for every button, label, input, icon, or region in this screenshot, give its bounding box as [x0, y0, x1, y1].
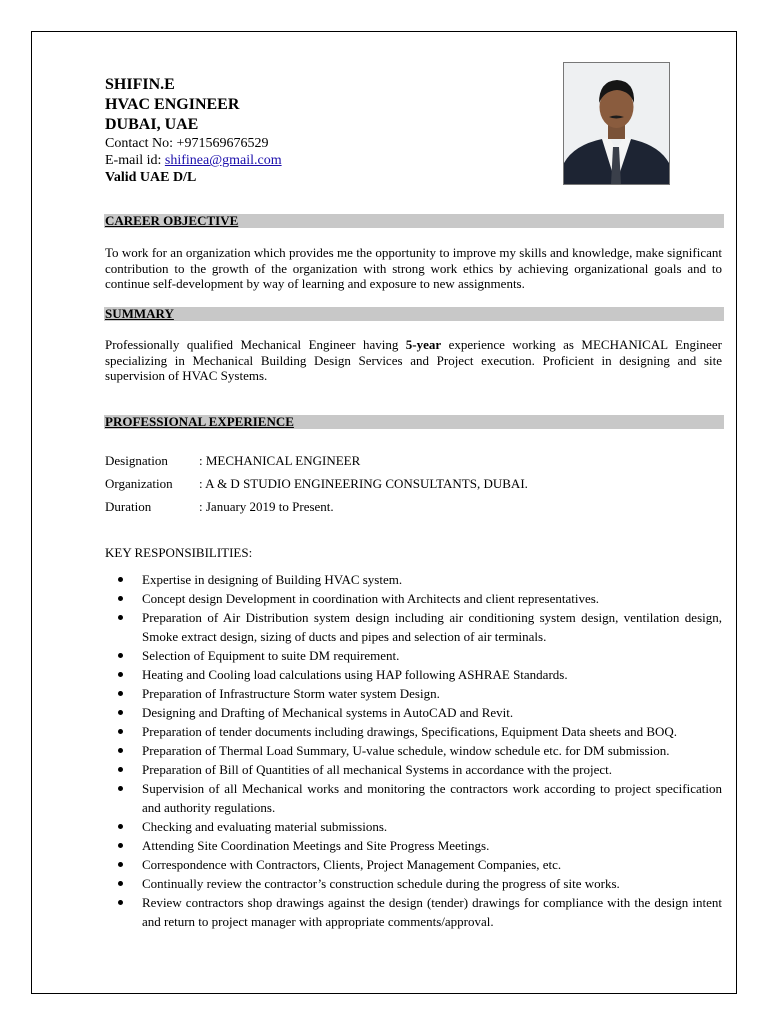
email-link[interactable]: shifinea@gmail.com: [164, 153, 282, 168]
summary-experience-years: 5-year: [405, 337, 442, 352]
candidate-title: HVAC ENGINEER: [105, 96, 240, 113]
summary-bar: [104, 307, 724, 321]
list-item: Heating and Cooling load calculations using HAP following ASHRAE Standards.: [105, 665, 722, 684]
list-item: Correspondence with Contractors, Clients, Project Management Companies, etc.: [105, 855, 722, 874]
contact-label: Contact No:: [105, 136, 177, 151]
person-icon: [564, 63, 669, 184]
list-item: Preparation of Infrastructure Storm water system Design.: [105, 684, 722, 703]
summary-heading: SUMMARY: [105, 306, 174, 321]
list-item: Concept design Development in coordination with Architects and client representatives.: [105, 589, 722, 608]
organization-row: [105, 476, 528, 492]
list-item: Preparation of Thermal Load Summary, U-value schedule, window schedule etc. for DM submission.: [105, 741, 722, 760]
duration-row: [105, 499, 334, 515]
list-item: Designing and Drafting of Mechanical systems in AutoCAD and Revit.: [105, 703, 722, 722]
career-objective-heading: CAREER OBJECTIVE: [105, 213, 239, 228]
contact-number: +971569676529: [176, 136, 269, 151]
summary-text: [105, 337, 722, 384]
list-item: Selection of Equipment to suite DM requirement.: [105, 646, 722, 665]
list-item: Review contractors shop drawings against the design (tender) drawings for compliance with the design intent and return to project manager with appropriate comments/approval.: [105, 893, 722, 931]
list-item: Checking and evaluating material submissions.: [105, 817, 722, 836]
responsibilities-heading: KEY RESPONSIBILITIES:: [105, 545, 253, 560]
career-objective-text: To work for an organization which provides me the opportunity to improve my skills and knowledge, make significant contribution to the growth of the organization with strong work ethics by achieving organizational goals and to continue self-development by way of learning and exposure to new assignments.: [105, 245, 722, 291]
candidate-name: SHIFIN.E: [105, 76, 175, 93]
summary-text-part: Professionally qualified Mechanical Engineer having: [105, 337, 406, 352]
list-item: Preparation of tender documents including drawings, Specifications, Equipment Data sheets and BOQ.: [105, 722, 722, 741]
list-item: Preparation of Bill of Quantities of all mechanical Systems in accordance with the project.: [105, 760, 722, 779]
summary-text-part: experience working as MECHANICAL Engineer specializing in Mechanical Building Design Services and Project execution. Proficient in designing and site supervision of HVAC Systems.: [105, 337, 722, 383]
designation-row: [105, 453, 360, 469]
candidate-location: DUBAI, UAE: [105, 116, 199, 133]
contact-line: [105, 135, 282, 152]
license-line: Valid UAE D/L: [105, 170, 197, 185]
email-label: E-mail id:: [105, 153, 165, 168]
designation-value: : MECHANICAL ENGINEER: [199, 453, 361, 468]
duration-label: Duration: [105, 499, 152, 514]
duration-value: : January 2019 to Present.: [199, 499, 334, 514]
list-item: Expertise in designing of Building HVAC system.: [105, 570, 722, 589]
responsibilities-list: [105, 570, 722, 931]
list-item: Attending Site Coordination Meetings and Site Progress Meetings.: [105, 836, 722, 855]
resume-header: [105, 75, 282, 186]
organization-value: : A & D STUDIO ENGINEERING CONSULTANTS, DUBAI.: [199, 476, 528, 491]
organization-label: Organization: [105, 476, 173, 491]
profile-photo: [563, 62, 670, 185]
list-item: Preparation of Air Distribution system design including air conditioning system design, ventilation design, Smoke extract design, sizing of ducts and pipes and selection of air terminals.: [105, 608, 722, 646]
email-line: [105, 152, 282, 169]
designation-label: Designation: [105, 453, 168, 468]
experience-heading: PROFESSIONAL EXPERIENCE: [105, 414, 294, 429]
list-item: Supervision of all Mechanical works and monitoring the contractors work according to project specification and authority regulations.: [105, 779, 722, 817]
list-item: Continually review the contractor’s construction schedule during the progress of site works.: [105, 874, 722, 893]
